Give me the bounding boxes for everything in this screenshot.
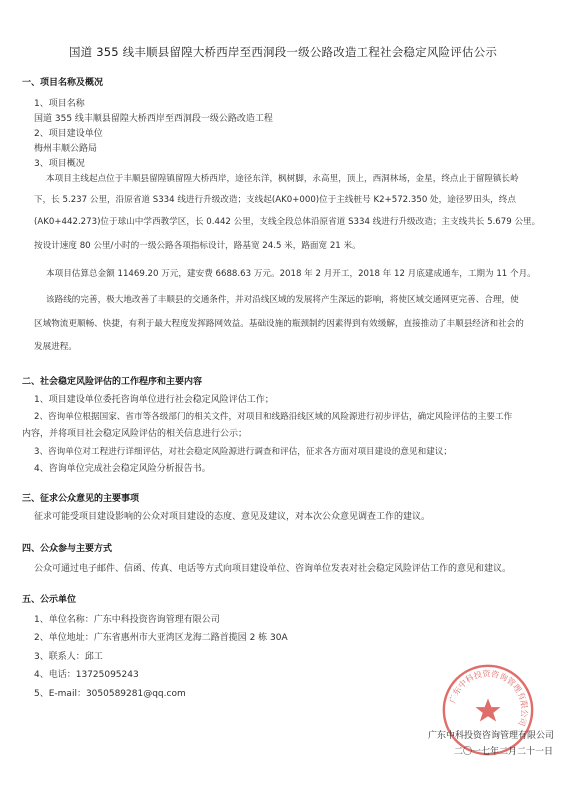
- unit-address: 2、单位地址：广东省惠州市大亚湾区龙海二路首揽园 2 栋 30A: [34, 633, 288, 643]
- contact-person: 3、联系人：邱工: [34, 652, 103, 662]
- document-title: 国道 355 线丰顺县留隍大桥西岸至西洞段一级公路改造工程社会稳定风险评估公示: [68, 45, 498, 59]
- overview-line-1: 本项目主线起点位于丰顺县留隍镇留隍大桥西岸，途径东洋，枫树脚，永高里，顶上，西洞林场，金星，终点止于留隍镇长岭: [46, 174, 519, 184]
- investment-paragraph: 本项目估算总金额 11469.20 万元，建安费 6688.63 万元。2018 年 2 月开工，2018 年 12 月底建成通车，工期为 11 个月。: [46, 269, 536, 279]
- overview-line-4: 按设计速度 80 公里/小时的一级公路各项指标设计，路基宽 24.5 米，路面宽 21 米。: [34, 241, 361, 251]
- svg-text:广东中科投资咨询管理有限公司: 广东中科投资咨询管理有限公司: [447, 668, 530, 728]
- procedure-step-3: 3、咨询单位对工程进行详细评估，对社会稳定风险源进行调查和评估，征求各方面对项目建设的意见和建议；: [34, 447, 452, 457]
- procedure-step-2b: 内容，并将项目社会稳定风险评估的相关信息进行公示；: [22, 429, 248, 439]
- section-3-heading: 三、征求公众意见的主要事项: [22, 494, 140, 504]
- item-1-value: 国道 355 线丰顺县留隍大桥西岸至西洞段一级公路改造工程: [34, 114, 273, 124]
- procedure-step-4: 4、咨询单位完成社会稳定风险分析报告书。: [34, 464, 211, 474]
- public-opinion-matters: 征求可能受项目建设影响的公众对项目建设的态度、意见及建议，对本次公众意见调查工作的建议。: [34, 512, 431, 522]
- overview-line-2: 下，长 5.237 公里，沿原省道 S334 线进行升级改造；支线起(AK0+000)位于主线桩号 K2+572.350 处，途径罗田头，终点: [34, 195, 516, 205]
- item-3-label: 3、项目概况: [34, 159, 85, 169]
- overview-line-3: (AK0+442.273)位于球山中学西教学区，长 0.442 公里，支线全段总体沿原省道 S334 线进行升级改造；主支线共长 5.679 公里。: [34, 217, 541, 227]
- significance-line-1: 该路线的完善，极大地改善了丰顺县的交通条件，并对沿线区域的发展将产生深远的影响，将使区域交通网更完善、合理，使: [46, 295, 519, 305]
- procedure-step-2a: 2、咨询单位根据国家、省市等各级部门的相关文件，对项目和线路沿线区域的风险源进行初步评估，确定风险评估的主要工作: [34, 412, 513, 422]
- procedure-step-1: 1、项目建设单位委托咨询单位进行社会稳定风险评估工作；: [34, 395, 274, 405]
- contact-phone: 4、电话：13725095243: [34, 670, 139, 680]
- contact-email: 5、E-mail：3050589281@qq.com: [34, 689, 186, 699]
- significance-line-3: 发展进程。: [34, 342, 77, 352]
- item-2-label: 2、项目建设单位: [34, 129, 103, 139]
- section-5-heading: 五、公示单位: [22, 595, 77, 605]
- significance-line-2: 区域物流更顺畅、快捷，有利于最大程度发挥路网效益。基础设施的瓶颈制约因素得到有效缓解，直接推动了丰顺县经济和社会的: [34, 319, 524, 329]
- unit-name: 1、单位名称：广东中科投资咨询管理有限公司: [34, 615, 220, 625]
- item-2-value: 梅州丰顺公路局: [34, 144, 98, 154]
- signature-date: 二〇一七年二月二十一日: [454, 747, 554, 757]
- item-1-label: 1、项目名称: [34, 99, 85, 109]
- section-2-heading: 二、社会稳定风险评估的工作程序和主要内容: [22, 377, 203, 387]
- section-1-heading: 一、项目名称及概况: [22, 78, 104, 88]
- section-4-heading: 四、公众参与主要方式: [22, 544, 113, 554]
- participation-methods: 公众可通过电子邮件、信函、传真、电话等方式向项目建设单位、咨询单位发表对社会稳定风险评估工作的意见和建议。: [34, 564, 512, 574]
- signature-company: 广东中科投资咨询管理有限公司: [428, 731, 555, 741]
